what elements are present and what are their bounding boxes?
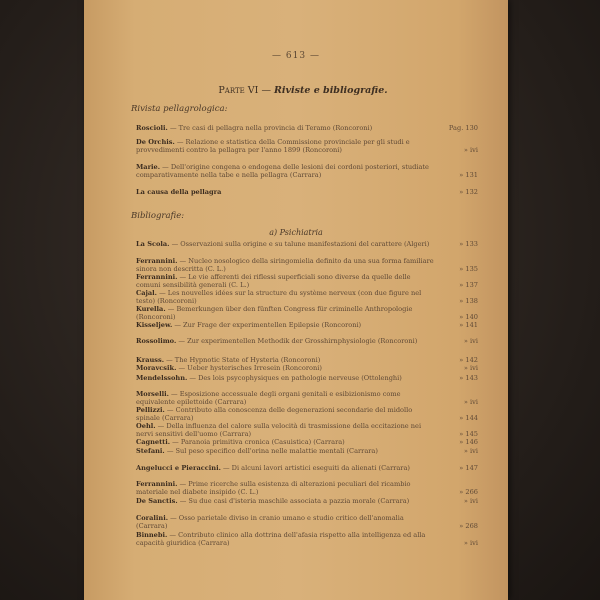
bibliography-entry <box>136 188 478 196</box>
entry-author: Kurella. <box>136 305 166 313</box>
entry-author: Kisseljew. <box>136 321 173 329</box>
entry-author: Pellizzi. <box>136 406 165 414</box>
entry-page: » 268 <box>459 522 478 531</box>
entry-page: » ivi <box>463 337 478 345</box>
entry-author: De Orchis. <box>136 138 175 146</box>
entry-text: — Ueber hysterisches Irresein (Roncoroni) <box>178 364 322 372</box>
bibliography-entry <box>136 464 478 472</box>
entry-page: » 143 <box>459 374 478 382</box>
entry-text: — Contributo clinico alla dottrina dell'afasia rispetto alla intelligenza ed alla capacità giuridica (Carrara) <box>136 531 426 548</box>
entry-author: Binnebi. <box>136 531 168 539</box>
entry-author: Oehl. <box>136 422 156 430</box>
entry-author: Cagnetti. <box>136 438 171 446</box>
rivista-label: Rivista pellagrologica: <box>131 104 228 114</box>
bibliography-entry <box>136 356 478 364</box>
entry-author: Coralini. <box>136 514 168 522</box>
entry-text: — Bemerkungen über den fünften Congress für criminelle Anthropologie (Roncoroni) <box>136 305 413 322</box>
entry-author: Moravcsik. <box>136 364 177 372</box>
bibliography-entry <box>136 289 478 305</box>
bibliography-entry <box>136 124 478 132</box>
entry-page: » 132 <box>459 188 478 196</box>
entry-page: » 140 <box>459 313 478 322</box>
bibliography-entry <box>136 514 478 530</box>
bibliography-entry <box>136 374 478 382</box>
bibliography-entry <box>136 257 478 273</box>
entry-text: — Osservazioni sulla origine e su talune manifestazioni del carattere (Algeri) <box>171 240 430 248</box>
page-number: — 613 — <box>272 51 320 61</box>
entry-page: » 133 <box>459 240 478 248</box>
entry-author: Roscioli. <box>136 124 168 132</box>
entry-text: — Sul peso specifico dell'orina nelle malattie mentali (Carrara) <box>166 447 378 455</box>
entry-page: » 142 <box>459 356 478 364</box>
entry-text: — Di alcuni lavori artistici eseguiti da alienati (Carrara) <box>222 464 410 472</box>
entry-page: » ivi <box>463 398 478 407</box>
entry-text: — Zur experimentellen Methodik der Grosshirnphysiologie (Roncoroni) <box>178 337 418 345</box>
entry-author: La causa della pellagra <box>136 188 222 196</box>
entry-page: » 137 <box>459 281 478 290</box>
entry-author: Ferrannini. <box>136 480 178 488</box>
bibliography-entry <box>136 364 478 372</box>
entry-page: » ivi <box>463 364 478 372</box>
entry-page: » 147 <box>459 464 478 472</box>
entry-author: Rossolimo. <box>136 337 177 345</box>
entry-text: — Su due casi d'isteria maschile associata a pazzia morale (Carrara) <box>179 497 410 505</box>
bibliography-entry <box>136 321 478 329</box>
entry-author: Mendelssohn. <box>136 374 188 382</box>
entry-page: » 146 <box>459 438 478 446</box>
entry-text: — The Hypnotic State of Hysteria (Roncoroni) <box>166 356 321 364</box>
entry-page: » 144 <box>459 414 478 423</box>
entry-page: » 131 <box>459 171 478 180</box>
entry-text: — Paranoia primitiva cronica (Casuistica) (Carrara) <box>172 438 345 446</box>
entry-page: » 145 <box>459 430 478 439</box>
bibliography-entry <box>136 531 478 547</box>
entry-text: — Contributo alla conoscenza delle degenerazioni secondarie del midollo spinale (Carrara) <box>136 406 413 423</box>
part-label: Parte VI <box>218 85 259 96</box>
entry-page: » ivi <box>463 447 478 455</box>
bibliography-entry <box>136 447 478 455</box>
entry-page: » 138 <box>459 297 478 306</box>
entry-text: — Relazione e statistica della Commissione provinciale per gli studi e provvedimenti contro la pellagra per l'anno 1899 (Roncoroni) <box>136 138 410 155</box>
bibliography-entry <box>136 497 478 505</box>
entry-author: De Sanctis. <box>136 497 178 505</box>
bibliography-entry <box>136 273 478 289</box>
psichiatria-label: a) Psichiatria <box>269 228 323 237</box>
entry-text: — Les nouvelles idées sur la structure du système nerveux (con due figure nel testo) (Roncoroni) <box>136 289 422 306</box>
bibliography-entry <box>136 305 478 321</box>
entry-page: » 135 <box>459 265 478 274</box>
section-title: Riviste e bibliografie. <box>273 85 388 96</box>
bibliografie-label: Bibliografie: <box>131 211 185 221</box>
entry-text: — Dell'origine congena o endogena delle lesioni dei cordoni posteriori, studiate comparativamente nella tabe e nella pellagra (Carrara) <box>136 163 429 180</box>
entry-text: — Tre casi di pellagra nella provincia di Teramo (Roncoroni) <box>169 124 373 132</box>
header-dash: — <box>261 85 271 96</box>
entry-author: Ferrannini. <box>136 257 178 265</box>
entry-text: — Prime ricerche sulla esistenza di alterazioni peculiari del ricambio materiale nel diabete insipido (C. L.) <box>136 480 411 497</box>
entry-text: — Le vie afferenti dei riflessi superficiali sono diverse da quelle delle comuni sensibilità generali (C. L.) <box>136 273 411 290</box>
bibliography-entry <box>136 138 478 154</box>
entry-page: » ivi <box>463 539 478 548</box>
bibliography-entry <box>136 480 478 496</box>
entry-author: Cajal. <box>136 289 157 297</box>
bibliography-entry <box>136 163 478 179</box>
entry-page: » ivi <box>463 146 478 155</box>
entry-author: Ferrannini. <box>136 273 178 281</box>
entry-text: — Nucleo nosologico della siringomielia definito da una sua forma familiare sinora non descritta (C. L.) <box>136 257 434 274</box>
bibliography-entry <box>136 422 478 438</box>
section-header <box>138 85 468 96</box>
entry-author: Marie. <box>136 163 161 171</box>
entry-page: » 141 <box>459 321 478 329</box>
book-page <box>84 0 508 600</box>
entry-text: — Esposizione accessuale degli organi genitali e esibizionismo come equivalente epilettoide (Carrara) <box>136 390 401 407</box>
entry-author: Stefani. <box>136 447 165 455</box>
entry-author: Morselli. <box>136 390 169 398</box>
entry-author: Krauss. <box>136 356 164 364</box>
entry-text: — Osso parietale diviso in cranio umano e studio critico dell'anomalia (Carrara) <box>136 514 404 531</box>
bibliography-entry <box>136 390 478 406</box>
entry-author: La Scola. <box>136 240 170 248</box>
bibliography-entry <box>136 240 478 248</box>
entry-text: — Des lois psycophysiques en pathologie nerveuse (Ottolenghi) <box>189 374 402 382</box>
bibliography-entry <box>136 438 478 446</box>
entry-page: Pag. 130 <box>448 124 478 132</box>
bibliography-entry <box>136 406 478 422</box>
bibliography-entry <box>136 337 478 345</box>
entry-text: — Della influenza del calore sulla velocità di trasmissione della eccitazione nei nervi sensitivi dell'uomo (Carrara) <box>136 422 422 439</box>
entry-page: » ivi <box>463 497 478 505</box>
entry-text: — Zur Frage der experimentellen Epilepsie (Roncoroni) <box>174 321 362 329</box>
entry-author: Angelucci e Pieraccini. <box>136 464 221 472</box>
entry-page: » 266 <box>459 488 478 497</box>
